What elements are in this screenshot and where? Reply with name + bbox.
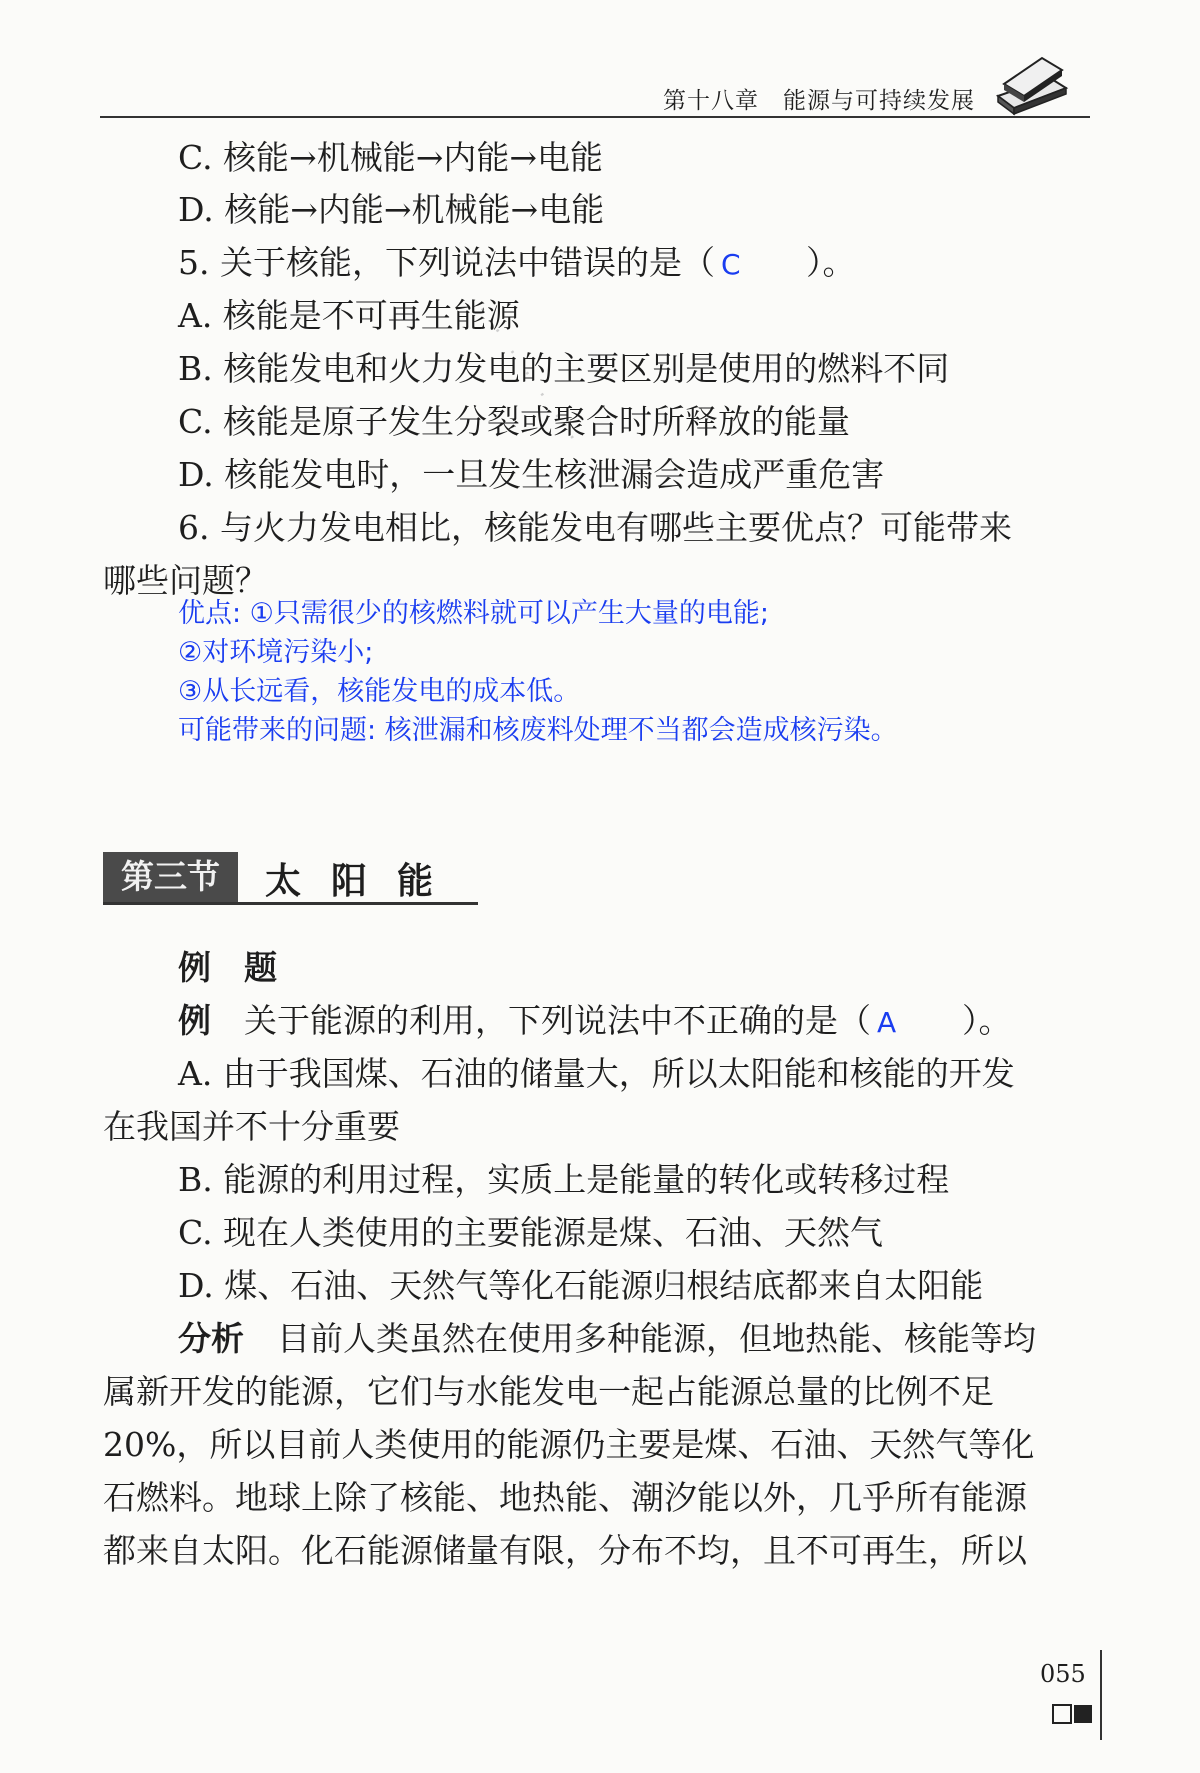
analysis-line-3: 20%，所以目前人类使用的能源仍主要是煤、石油、天然气等化 <box>103 1425 1035 1464</box>
example-label: 例 <box>178 1001 211 1040</box>
question-6-stem: 6. 与火力发电相比，核能发电有哪些主要优点？可能带来 <box>178 508 1012 547</box>
question-5-stem <box>178 243 855 285</box>
question-6-stem-cont: 哪些问题？ <box>103 561 268 600</box>
question-5-answer: C <box>720 248 741 281</box>
example-option-a-cont: 在我国并不十分重要 <box>103 1107 400 1146</box>
book-stack-icon <box>990 48 1070 118</box>
section-rule <box>103 902 478 905</box>
question-5-text: 5. 关于核能，下列说法中错误的是（ <box>178 243 715 282</box>
answer-6-line-4: 可能带来的问题: 核泄漏和核废料处理不当都会造成核污染。 <box>178 715 898 746</box>
analysis-text-1: 目前人类虽然在使用多种能源，但地热能、核能等均 <box>277 1319 1036 1358</box>
analysis-label: 分析 <box>178 1319 244 1358</box>
example-heading: 例 题 <box>178 948 277 987</box>
question-5-close: ）。 <box>805 243 856 282</box>
example-option-c: C. 现在人类使用的主要能源是煤、石油、天然气 <box>178 1213 884 1252</box>
question-4-option-c: C. 核能→机械能→内能→电能 <box>178 138 604 177</box>
analysis-line-4: 石燃料。地球上除了核能、地热能、潮汐能以外，几乎所有能源 <box>103 1478 1027 1517</box>
question-5-option-a: A. 核能是不可再生能源 <box>178 296 520 335</box>
example-option-a: A. 由于我国煤、石油的储量大，所以太阳能和核能的开发 <box>178 1054 1015 1093</box>
answer-6-line-1: 优点: ①只需很少的核燃料就可以产生大量的电能; <box>178 598 769 629</box>
watermark: · · · · · · · <box>469 300 587 453</box>
chapter-title: 第十八章 能源与可持续发展 <box>663 88 975 114</box>
question-5-option-c: C. 核能是原子发生分裂或聚合时所释放的能量 <box>178 402 851 441</box>
example-option-b: B. 能源的利用过程，实质上是能量的转化或转移过程 <box>178 1160 950 1199</box>
question-5-option-b: B. 核能发电和火力发电的主要区别是使用的燃料不同 <box>178 349 950 388</box>
question-5-option-d: D. 核能发电时，一旦发生核泄漏会造成严重危害 <box>178 455 885 494</box>
page-number: 055 <box>1040 1660 1086 1688</box>
example-answer: A <box>877 1006 897 1039</box>
example-close: ）。 <box>962 1001 1012 1040</box>
answer-6-line-3: ③从长远看，核能发电的成本低。 <box>178 676 581 707</box>
page-number-rule <box>1100 1650 1102 1740</box>
analysis-line-2: 属新开发的能源，它们与水能发电一起占能源总量的比例不足 <box>103 1372 994 1411</box>
example-stem <box>178 1001 1012 1043</box>
page-corner-icon <box>1052 1703 1094 1725</box>
analysis-line-5: 都来自太阳。化石能源储量有限，分布不均，且不可再生，所以 <box>103 1531 1027 1570</box>
page-header <box>100 70 1090 118</box>
section-badge: 第三节 <box>103 852 238 902</box>
answer-6-line-2: ②对环境污染小; <box>178 637 374 668</box>
analysis-line-1 <box>178 1319 1036 1359</box>
question-4-option-d: D. 核能→内能→机械能→电能 <box>178 190 605 229</box>
header-rule <box>100 116 1090 118</box>
section-title: 太阳能 <box>265 860 464 902</box>
example-option-d: D. 煤、石油、天然气等化石能源归根结底都来自太阳能 <box>178 1266 984 1305</box>
example-text: 关于能源的利用，下列说法中不正确的是（ <box>244 1001 871 1040</box>
